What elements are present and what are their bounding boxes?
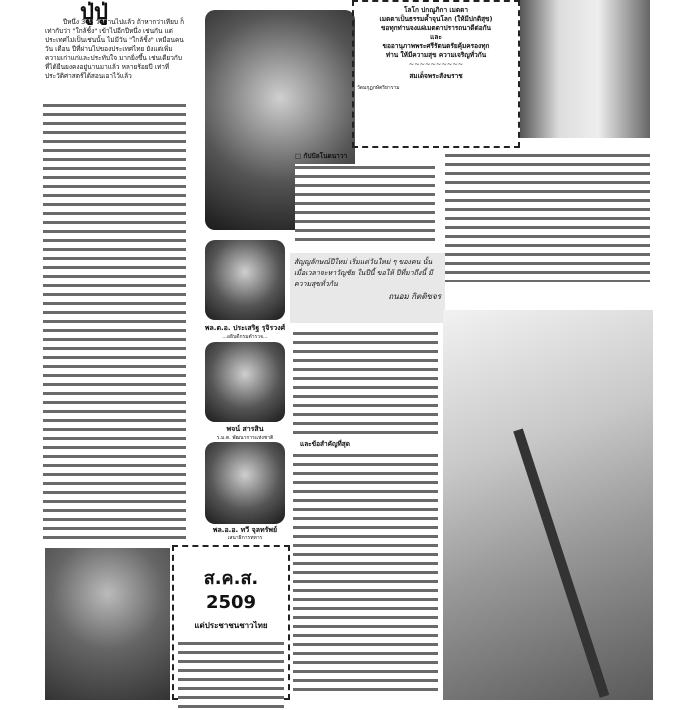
mid-column-text-2 [293, 452, 438, 697]
blessing-line: ขอทุกท่านจงแผ่เมตตาปรารถนาดีต่อกัน [380, 24, 492, 32]
blessing-box: โลโก ปกณูภิกา เมตตา เมตตาเป็นธรรมค้ำจุนโลก (ให้มีปกติสุข) ขอทุกท่านจงแผ่เมตตาปรารถนาดีต่อกัน และ ขออานุภาพพระศรีรัตนตรัยคุ้มครองทุก ท่าน ให้มีความสุข ความเจริญทั่วกัน ~~~~~~~~~~ สมเด็จพระสังฆราช วัดมกุฏกษัตริยาราม [352, 0, 520, 148]
photo-pote [205, 342, 285, 422]
mid-column-top [295, 164, 435, 244]
caption-thawi: พล.อ.อ. ทวี จุลทรัพย์ [212, 526, 278, 534]
subcaption-prasert: ...อธิบดีกรมตำรวจ... [222, 334, 268, 340]
mid-column-text [293, 330, 438, 438]
article-body [43, 102, 186, 542]
blessing-line: เมตตาเป็นธรรมค้ำจุนโลก (ให้มีปกติสุข) [379, 15, 493, 23]
handwritten-signature: ถนอม กิตติขจร [388, 292, 441, 301]
blessing-line: โลโก ปกณูภิกา เมตตา [404, 6, 468, 14]
blessing-line: ท่าน ให้มีความสุข ความเจริญทั่วกัน [385, 51, 487, 59]
greeting-title: ส.ค.ส. 2509 [203, 568, 259, 613]
article-opening: ปีหนึ่ง 365 วันผ่านไปแล้ว ถ้าหากว่าเทียบ ก็เท่ากับว่า "ใกล้ชิ้ง" เข้าไปอีกปีหนึ่ง เช่นกัน แต่ประเทศไม่เป็นเช่นนั้น ไม่มีวัน "ใกล้ชิ้ง" เหมือนคน วัน เดือน ปีที่ผ่านไปของประเทศไทย ยังแต่เพิ่มความเก่าแก่และประทับใจ มากยิ่งขึ้น เช่นเดียวกับที่ได้ยืนยงคงอยู่นานมาแล้ว หลายร้อยปี เท่าที่ประวัติศาสตร์ได้สอนเอาไว้แล้ว [45, 18, 185, 80]
mid-heading-2: และข้อสำคัญที่สุด [300, 440, 350, 448]
blessing-signer: สมเด็จพระสังฆราช [409, 72, 463, 80]
photo-thawi [205, 442, 285, 524]
greeting-subtitle: แด่ประชาชนชาวไทย [194, 621, 268, 630]
right-column-text [445, 152, 650, 282]
handwritten-message [290, 253, 445, 323]
blessing-line: ขออานุภาพพระศรีรัตนตรัยคุ้มครองทุก [382, 42, 490, 50]
road [513, 428, 609, 697]
photo-prasert [205, 240, 285, 320]
blessing-place: วัดมกุฏกษัตริยาราม [357, 85, 400, 91]
headline-fragment: ปู่ปู่ [80, 0, 108, 25]
aerial-road-photo [443, 310, 653, 700]
mid-heading: □ กัปปัลโนดนาวา [295, 152, 348, 160]
handwritten-text: สัญญลักษณ์ปีใหม่ เริ่มแต่วันใหม่ ๆ ของคน นั้นเมื่อเวลาจะหาวัญชัย ในปีนี้ ขอให้ ปีที่มาถึงนี้ มีความสุขทั่วกัน [294, 258, 433, 288]
subcaption-pote: ร.ม.ต. พัฒนาการแห่งชาติ [216, 435, 274, 441]
soldier-portrait-photo [45, 548, 170, 700]
monk-photo [520, 0, 650, 138]
blessing-line: และ [430, 33, 442, 41]
subcaption-thawi: เสนาธิการทหาร [227, 535, 263, 541]
caption-prasert: พล.ต.อ. ประเสริฐ รุจิรวงศ์ [204, 324, 286, 332]
greeting-box [172, 545, 290, 700]
caption-pote: พจน์ สารสิน [226, 425, 264, 433]
